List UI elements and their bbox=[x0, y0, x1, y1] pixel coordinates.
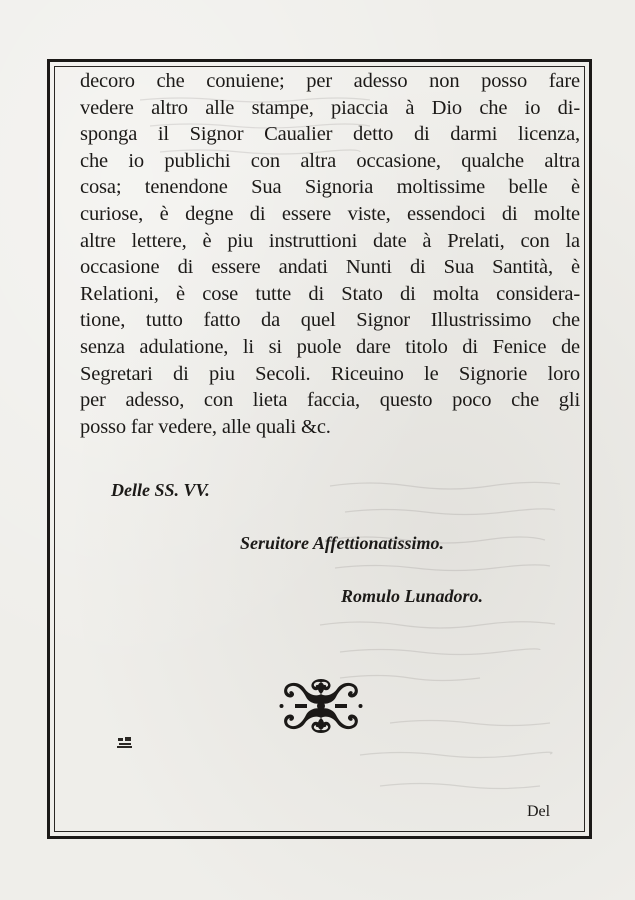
catchword: Del bbox=[527, 803, 551, 820]
body-line: sponga il Signor Caualier detto di darmi licenza, bbox=[80, 123, 580, 146]
body-line: posso far vedere, alle quali &c. bbox=[80, 415, 331, 438]
salutation: Delle SS. VV. bbox=[111, 480, 210, 500]
body-line: vedere altro alle stampe, piaccia à Dio che io di- bbox=[80, 96, 580, 119]
letter-body bbox=[80, 68, 580, 440]
body-line: occasione di essere andati Nunti di Sua Santità, è bbox=[80, 256, 580, 279]
body-line: che io publichi con altra occasione, qualche altra bbox=[80, 149, 580, 172]
signature-name: Romulo Lunadoro. bbox=[341, 586, 484, 606]
body-line: Relationi, è cose tutte di Stato di molta considera- bbox=[80, 282, 580, 305]
body-line: altre lettere, è piu instruttioni date à Prelati, con la bbox=[80, 229, 580, 252]
body-line: curiose, è degne di essere viste, essendoci di molte bbox=[80, 202, 580, 225]
body-line: tione, tutto fatto da quel Signor Illustrissimo che bbox=[80, 309, 580, 332]
body-line: senza adulatione, li si puole dare titolo di Fenice de bbox=[80, 335, 580, 358]
body-line: per adesso, con lieta faccia, questo poco che gli bbox=[80, 389, 580, 412]
body-line: decoro che conuiene; per adesso non posso fare bbox=[80, 70, 580, 92]
body-line: Segretari di piu Secoli. Riceuino le Signorie loro bbox=[80, 362, 580, 385]
closing-formula: Seruitore Affettionatissimo. bbox=[240, 533, 445, 553]
body-line: cosa; tenendone Sua Signoria moltissime belle è bbox=[80, 176, 580, 199]
ink-blot-mark bbox=[117, 737, 133, 749]
printer-ornament-icon bbox=[279, 675, 363, 737]
